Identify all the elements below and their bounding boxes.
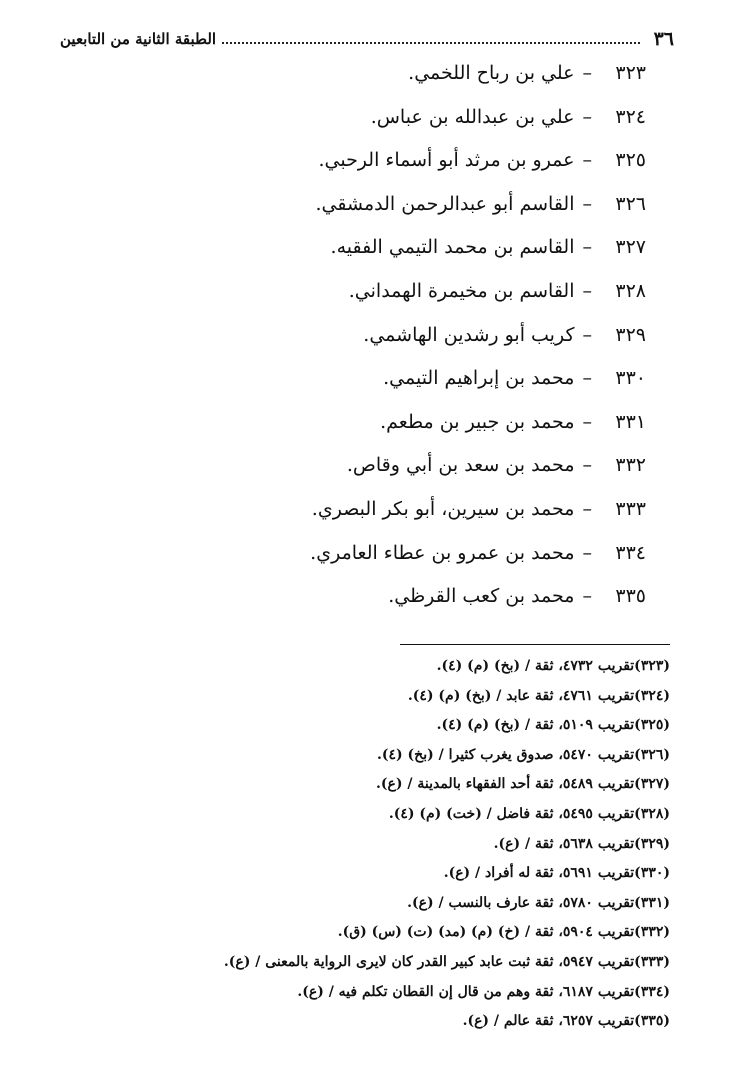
footnote: (٣٢٩)تقريب ٥٦٣٨، ثقة / (ع).	[493, 835, 670, 852]
footnote: (٣٣٢)تقريب ٥٩٠٤، ثقة / (خ) (م) (مد) (ت) (س) (ق).	[337, 924, 670, 941]
narrator-entry	[86, 314, 646, 358]
footnote: (٣٣٠)تقريب ٥٦٩١، ثقة له أفراد / (ع).	[443, 865, 670, 882]
footnote: (٣٢٥)تقريب ٥١٠٩، ثقة / (بخ) (م) (٤).	[436, 717, 670, 734]
page-number: ٣٦	[653, 28, 674, 50]
entry-dash: –	[582, 454, 592, 477]
narrator-entry	[86, 183, 646, 227]
narrator-entry	[86, 401, 646, 445]
narrator-entry	[86, 52, 646, 96]
entry-name: محمد بن إبراهيم التيمي.	[383, 367, 575, 390]
footnote: (٣٢٦)تقريب ٥٤٧٠، صدوق يغرب كثيرا / (بخ) (٤).	[377, 746, 670, 763]
entry-number: ٣٣٥	[615, 585, 646, 608]
entry-number: ٣٣١	[615, 410, 646, 433]
narrator-entry	[86, 357, 646, 401]
footnote: (٣٣٥)تقريب ٦٢٥٧، ثقة عالم / (ع).	[462, 1013, 670, 1030]
entry-name: محمد بن جبير بن مطعم.	[380, 410, 575, 433]
entry-name: علي بن رباح اللخمي.	[408, 62, 575, 84]
entry-name: كريب أبو رشدين الهاشمي.	[363, 323, 575, 346]
entry-name: محمد بن سيرين، أبو بكر البصري.	[311, 497, 575, 520]
entry-name: محمد بن سعد بن أبي وقاص.	[346, 454, 575, 477]
entry-dash: –	[582, 541, 592, 564]
entry-name: علي بن عبدالله بن عباس.	[370, 105, 575, 128]
entry-number: ٣٢٥	[615, 149, 646, 172]
entry-dash: –	[582, 192, 592, 215]
entry-dash: –	[582, 279, 592, 302]
footnote: (٣٢٧)تقريب ٥٤٨٩، ثقة أحد الفقهاء بالمدينة / (ع).	[376, 776, 670, 793]
running-title: الطبقة الثانية من التابعين	[60, 30, 217, 48]
entry-number: ٣٢٣	[615, 62, 646, 84]
entry-name: محمد بن عمرو بن عطاء العامري.	[310, 541, 575, 564]
entry-dash: –	[582, 585, 592, 608]
entry-name: القاسم أبو عبدالرحمن الدمشقي.	[315, 192, 575, 215]
footnote: (٣٣٣)تقريب ٥٩٤٧، ثقة ثبت عابد كبير القدر كان لايرى الرواية بالمعنى / (ع).	[223, 953, 670, 970]
leader-dots	[222, 42, 639, 44]
entry-dash: –	[582, 105, 592, 128]
entry-name: القاسم بن محمد التيمي الفقيه.	[330, 236, 575, 259]
footnote-separator	[400, 644, 670, 645]
narrator-entry	[86, 270, 646, 314]
entry-number: ٣٢٧	[615, 236, 646, 259]
entry-number: ٣٢٤	[615, 105, 646, 128]
entry-number: ٣٣٤	[615, 541, 646, 564]
entry-name: محمد بن كعب القرظي.	[388, 585, 575, 608]
entry-dash: –	[582, 323, 592, 346]
narrator-list	[86, 52, 646, 619]
footnote: (٣٢٤)تقريب ٤٧٦١، ثقة عابد / (بخ) (م) (٤).	[407, 687, 670, 704]
entry-dash: –	[582, 367, 592, 390]
entry-dash: –	[582, 497, 592, 520]
page-header	[60, 24, 674, 54]
footnote: (٣٣٤)تقريب ٦١٨٧، ثقة وهم من قال إن القطان تكلم فيه / (ع).	[297, 983, 670, 1000]
entry-name: عمرو بن مرثد أبو أسماء الرحبي.	[318, 149, 575, 172]
footnote: (٣٣١)تقريب ٥٧٨٠، ثقة عارف بالنسب / (ع).	[407, 894, 670, 911]
narrator-entry	[86, 575, 646, 619]
entry-number: ٣٢٩	[615, 323, 646, 346]
entry-number: ٣٣٠	[615, 367, 646, 390]
entry-dash: –	[582, 236, 592, 259]
entry-dash: –	[582, 62, 592, 84]
entry-name: القاسم بن مخيمرة الهمداني.	[348, 279, 575, 302]
entry-dash: –	[582, 149, 592, 172]
entry-dash: –	[582, 410, 592, 433]
narrator-entry	[86, 226, 646, 270]
footnote: (٣٢٨)تقريب ٥٤٩٥، ثقة فاضل / (خت) (م) (٤).	[388, 805, 670, 822]
narrator-entry	[86, 96, 646, 140]
narrator-entry	[86, 532, 646, 576]
narrator-entry	[86, 488, 646, 532]
narrator-entry	[86, 444, 646, 488]
entry-number: ٣٣٣	[615, 497, 646, 520]
entry-number: ٣٢٦	[615, 192, 646, 215]
entry-number: ٣٣٢	[615, 454, 646, 477]
footnotes	[70, 652, 670, 1037]
narrator-entry	[86, 139, 646, 183]
footnote: (٣٢٣)تقريب ٤٧٣٢، ثقة / (بخ) (م) (٤).	[436, 658, 670, 674]
entry-number: ٣٢٨	[615, 279, 646, 302]
